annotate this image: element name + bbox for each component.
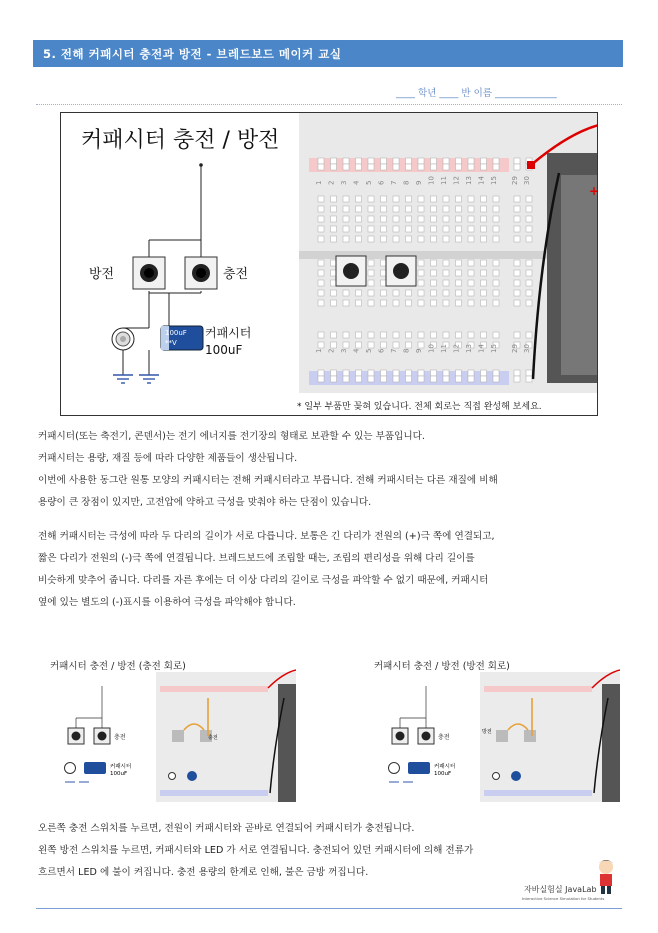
mini-cap-value: 100uF [110, 771, 128, 777]
breadboard [299, 113, 598, 393]
breadboard-column-number: 30 [523, 344, 531, 353]
breadboard-column-number: 15 [490, 344, 498, 353]
page-title: 5. 전해 커패시터 충전과 방전 - 브레드보드 메이커 교실 [43, 47, 342, 61]
text-line: 비슷하게 맞추어 줍니다. 다리를 자른 후에는 더 이상 다리의 길이로 극성을 파악할 수 없기 때문에, 커패시터 [38, 575, 489, 586]
text-line: 용량이 큰 장점이 있지만, 고전압에 약하고 극성을 맞춰야 하는 단점이 있습니다. [38, 497, 372, 508]
text-line: 옆에 있는 별도의 (-)표시를 이용하여 극성을 파악해야 합니다. [38, 597, 296, 608]
text-line: 이번에 사용한 동그란 원통 모양의 커패시터는 전해 커패시터라고 부릅니다. 전해 커패시터는 다른 재질에 비해 [38, 475, 498, 486]
text-line: 커패시터(또는 축전기, 콘덴서)는 전기 에너지를 전기장의 형태로 보관할 수 있는 부품입니다. [38, 431, 425, 442]
breadboard-column-number: 5 [365, 180, 373, 185]
text-line: 전해 커패시터는 극성에 따라 두 다리의 길이가 서로 다릅니다. 보통은 긴 다리가 전원의 (+)극 쪽에 연결되고, [38, 531, 495, 542]
breadboard-column-number: 6 [377, 348, 386, 353]
breadboard-column-number: 14 [477, 176, 486, 185]
breadboard-column-number: 11 [440, 176, 448, 185]
breadboard-column-number: 15 [490, 176, 498, 185]
breadboard-column-number: 9 [415, 180, 423, 185]
breadboard-column-number: 11 [440, 344, 448, 353]
capacitor-body-text2: **V [165, 339, 177, 347]
mini-figure-charge [38, 658, 296, 806]
svg-text:+: + [589, 184, 599, 198]
divider [36, 104, 622, 105]
breadboard-column-number: 4 [352, 180, 361, 185]
breadboard-column-number: 1 [315, 348, 323, 353]
discharge-switch [133, 257, 165, 289]
paragraph-polarity [38, 526, 628, 614]
mini-figure-title: 커패시터 충전 / 방전 (방전 회로) [374, 661, 510, 672]
breadboard-column-number: 3 [340, 348, 348, 353]
javalab-logo [500, 858, 625, 906]
student-info-line: ____ 학년 ____ 반 이름 _____________ [396, 88, 557, 99]
mini-bb-label: 방전 [482, 729, 492, 735]
figure-title: 커패시터 충전 / 방전 [81, 128, 280, 153]
breadboard-column-number: 29 [511, 344, 519, 353]
mini-charge-label: 충전 [114, 734, 126, 741]
breadboard-column-number: 2 [327, 180, 336, 185]
breadboard-column-number: 8 [402, 348, 411, 353]
breadboard-column-number: 5 [365, 348, 373, 353]
logo-text: 자바실험실 JavaLab [524, 885, 597, 894]
footer-divider [36, 908, 622, 909]
paragraph-intro [38, 426, 628, 514]
mini-cap-value: 100uF [434, 771, 452, 777]
text-line: 왼쪽 방전 스위치를 누르면, 커패시터와 LED 가 서로 연결됩니다. 충전되어 있던 커패시터에 의해 전류가 [38, 845, 474, 856]
bb-discharge-switch [336, 256, 366, 286]
text-line: 흐르면서 LED 에 불이 켜집니다. 충전 용량의 한계로 인해, 불은 금방 꺼집니다. [38, 867, 369, 878]
text-line: 짧은 다리가 전원의 (-)극 쪽에 연결됩니다. 브레드보드에 조립할 때는, 조립의 편리성을 위해 다리 길이를 [38, 553, 475, 564]
breadboard-column-number: 10 [427, 176, 436, 185]
mini-cap-name: 커패시터 [434, 764, 456, 770]
breadboard-column-number: 3 [340, 180, 348, 185]
mini-cap-name: 커패시터 [110, 764, 132, 770]
logo-subtitle: Interactive Science Simulation for Students [522, 896, 605, 901]
breadboard-column-number: 8 [402, 180, 411, 185]
capacitor-body-text: 100uF [165, 329, 187, 337]
mini-figure-title: 커패시터 충전 / 방전 (충전 회로) [50, 661, 186, 672]
capacitor-value: 100uF [205, 343, 243, 357]
capacitor-name: 커패시터 [205, 326, 252, 340]
discharge-label: 방전 [89, 267, 115, 282]
breadboard-column-number: 1 [315, 180, 323, 185]
breadboard-column-number: 10 [427, 344, 436, 353]
breadboard-column-number: 13 [465, 176, 473, 185]
breadboard-column-number: 2 [327, 348, 336, 353]
mini-bb-label: 충전 [208, 735, 218, 741]
mini-charge-label: 충전 [438, 734, 450, 741]
breadboard-column-number: 7 [390, 348, 398, 353]
figure-caption: * 일부 부품만 꽂혀 있습니다. 전체 회로는 직접 완성해 보세요. [297, 402, 542, 412]
charge-label: 충전 [223, 267, 249, 282]
breadboard-column-number: 30 [523, 176, 531, 185]
breadboard-column-number: 4 [352, 348, 361, 353]
breadboard-column-number: 9 [415, 348, 423, 353]
capacitor-icon [161, 326, 203, 350]
mini-figure-discharge [362, 658, 620, 806]
breadboard-column-number: 7 [390, 180, 398, 185]
capacitor-figure [60, 112, 598, 416]
charge-switch [185, 257, 217, 289]
breadboard-column-number: 13 [465, 344, 473, 353]
breadboard-column-number: 14 [477, 344, 486, 353]
breadboard-column-number: 6 [377, 180, 386, 185]
led-icon [112, 328, 134, 350]
header-bar [33, 40, 623, 67]
breadboard-column-number: 12 [452, 344, 461, 353]
text-line: 오른쪽 충전 스위치를 누르면, 전원이 커패시터와 곧바로 연결되어 커패시터가 충전됩니다. [38, 823, 415, 834]
bb-charge-switch [386, 256, 416, 286]
breadboard-column-number: 29 [511, 176, 519, 185]
text-line: 커패시터는 용량, 재질 등에 따라 다양한 제품들이 생산됩니다. [38, 453, 298, 464]
breadboard-column-number: 12 [452, 176, 461, 185]
